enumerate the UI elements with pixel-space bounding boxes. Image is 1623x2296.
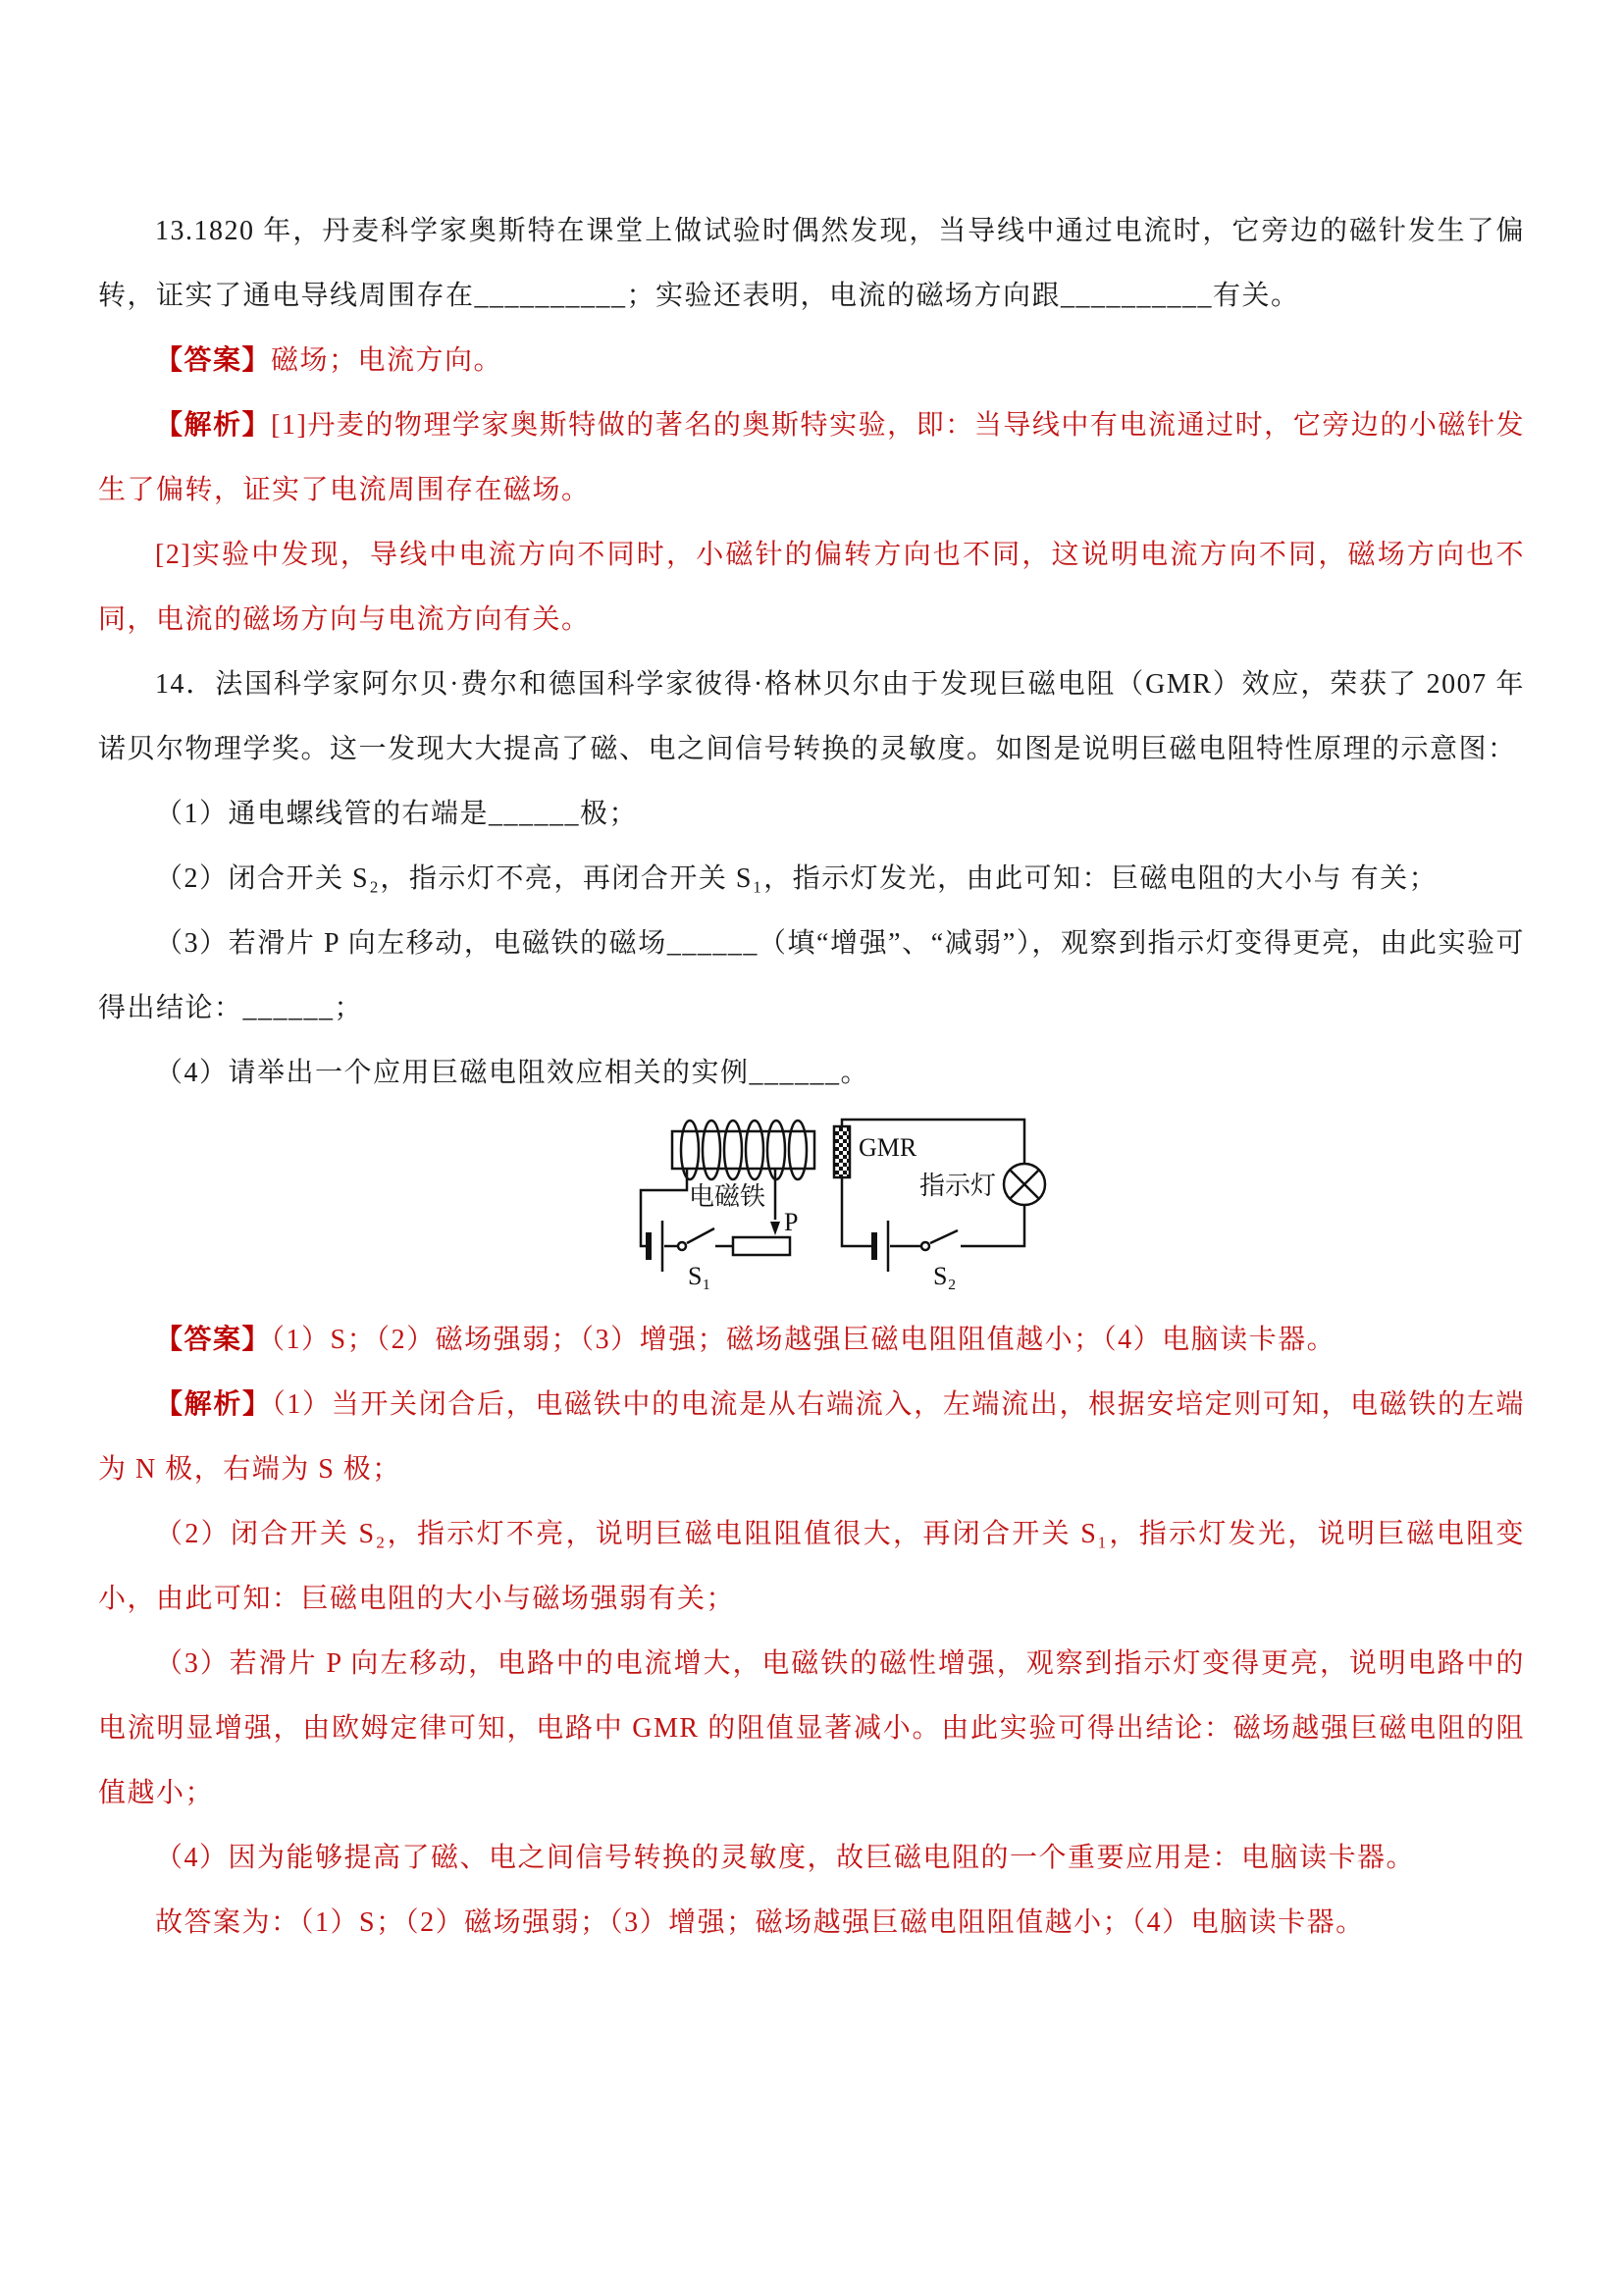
q14-item4: （4）请举出一个应用巨磁电阻效应相关的实例______。 [155, 1058, 870, 1088]
q14-answer-text: （1）S；（2）磁场强弱；（3）增强；磁场越强巨磁电阻阻值越小；（4）电脑读卡器。 [271, 1325, 1336, 1355]
q14-analysis-p1: （1）当开关闭合后，电磁铁中的电流是从右端流入，左端流出，根据安培定则可知，电磁铁的左端为 N 极，右端为 S 极； [98, 1389, 1525, 1485]
circuit-figure [446, 1112, 1094, 1306]
q14-analysis-4: （4）因为能够提高了磁、电之间信号转换的灵敏度，故巨磁电阻的一个重要应用是：电脑读卡器。 [155, 1843, 1416, 1873]
q14-analysis-label: 【解析】 [155, 1389, 272, 1420]
q14-analysis-1 [98, 1373, 1525, 1502]
q13-analysis-2: [2]实验中发现，导线中电流方向不同时，小磁针的偏转方向也不同，这说明电流方向不同，磁场方向也不同，电流的磁场方向与电流方向有关。 [98, 540, 1525, 635]
q14-item3: （3）若滑片 P 向左移动，电磁铁的磁场______（填“增强”、“减弱”），观察到指示灯变得更亮，由此实验可得出结论：______； [98, 928, 1525, 1023]
q13-stem: 13.1820 年，丹麦科学家奥斯特在课堂上做试验时偶然发现，当导线中通过电流时，它旁边的磁针发生了偏转，证实了通电导线周围存在__________；实验还表明，电流的磁场方向跟__________有关。 [98, 216, 1525, 311]
switch2-pivot [921, 1242, 929, 1250]
gmr-element [834, 1126, 850, 1177]
switch2-blade [930, 1230, 958, 1243]
q13-answer-label: 【答案】 [155, 345, 272, 376]
switch2-label: S₂ [933, 1262, 957, 1290]
switch1-blade [687, 1228, 714, 1243]
slider-label: P [784, 1208, 799, 1236]
circuit-diagram [446, 1112, 1094, 1306]
switch1-pivot [678, 1242, 686, 1250]
q14-analysis-summary: 故答案为：（1）S；（2）磁场强弱；（3）增强；磁场越强巨磁电阻阻值越小；（4）电脑读卡器。 [155, 1907, 1365, 1938]
q13-analysis-1 [98, 393, 1525, 523]
q14-analysis-3: （3）若滑片 P 向左移动，电路中的电流增大，电磁铁的磁性增强，观察到指示灯变得更亮，说明电路中的电流明显增强，由欧姆定律可知，电路中 GMR 的阻值显著减小。由此实验可得出结论：磁场越强巨磁电阻的阻值越小； [98, 1648, 1525, 1808]
electromagnet-core [672, 1131, 814, 1169]
wire [961, 1205, 1024, 1246]
q14-item2: （2）闭合开关 S₂，指示灯不亮，再闭合开关 S₁，指示灯发光，由此可知：巨磁电阻的大小与 有关； [155, 863, 1439, 894]
gmr-label: GMR [859, 1133, 917, 1162]
rheostat [733, 1237, 790, 1255]
q14-stem: 14．法国科学家阿尔贝·费尔和德国科学家彼得·格林贝尔由于发现巨磁电阻（GMR）效应，荣获了 2007 年诺贝尔物理学奖。这一发现大大提高了磁、电之间信号转换的灵敏度。如图是说明巨磁电阻特性原理的示意图： [98, 669, 1525, 764]
q14-answer-label: 【答案】 [155, 1325, 272, 1355]
q13-analysis-p1: [1]丹麦的物理学家奥斯特做的著名的奥斯特实验，即：当导线中有电流通过时，它旁边的小磁针发生了偏转，证实了电流周围存在磁场。 [98, 410, 1525, 505]
q13-answer-text: 磁场；电流方向。 [271, 345, 503, 376]
lamp-label: 指示灯 [919, 1172, 997, 1200]
electromagnet-label: 电磁铁 [689, 1182, 766, 1211]
q14-answer [98, 1308, 1525, 1373]
q14-analysis-2: （2）闭合开关 S₂，指示灯不亮，说明巨磁电阻阻值很大，再闭合开关 S₁，指示灯发光，说明巨磁电阻变小，由此可知：巨磁电阻的大小与磁场强弱有关； [98, 1519, 1525, 1614]
q13-answer [98, 329, 1525, 393]
switch1-label: S₁ [688, 1262, 711, 1290]
slider-arrowhead [770, 1222, 780, 1235]
wire [842, 1177, 872, 1246]
q14-item1: （1）通电螺线管的右端是______极； [155, 799, 639, 829]
q13-analysis-label: 【解析】 [155, 410, 272, 441]
